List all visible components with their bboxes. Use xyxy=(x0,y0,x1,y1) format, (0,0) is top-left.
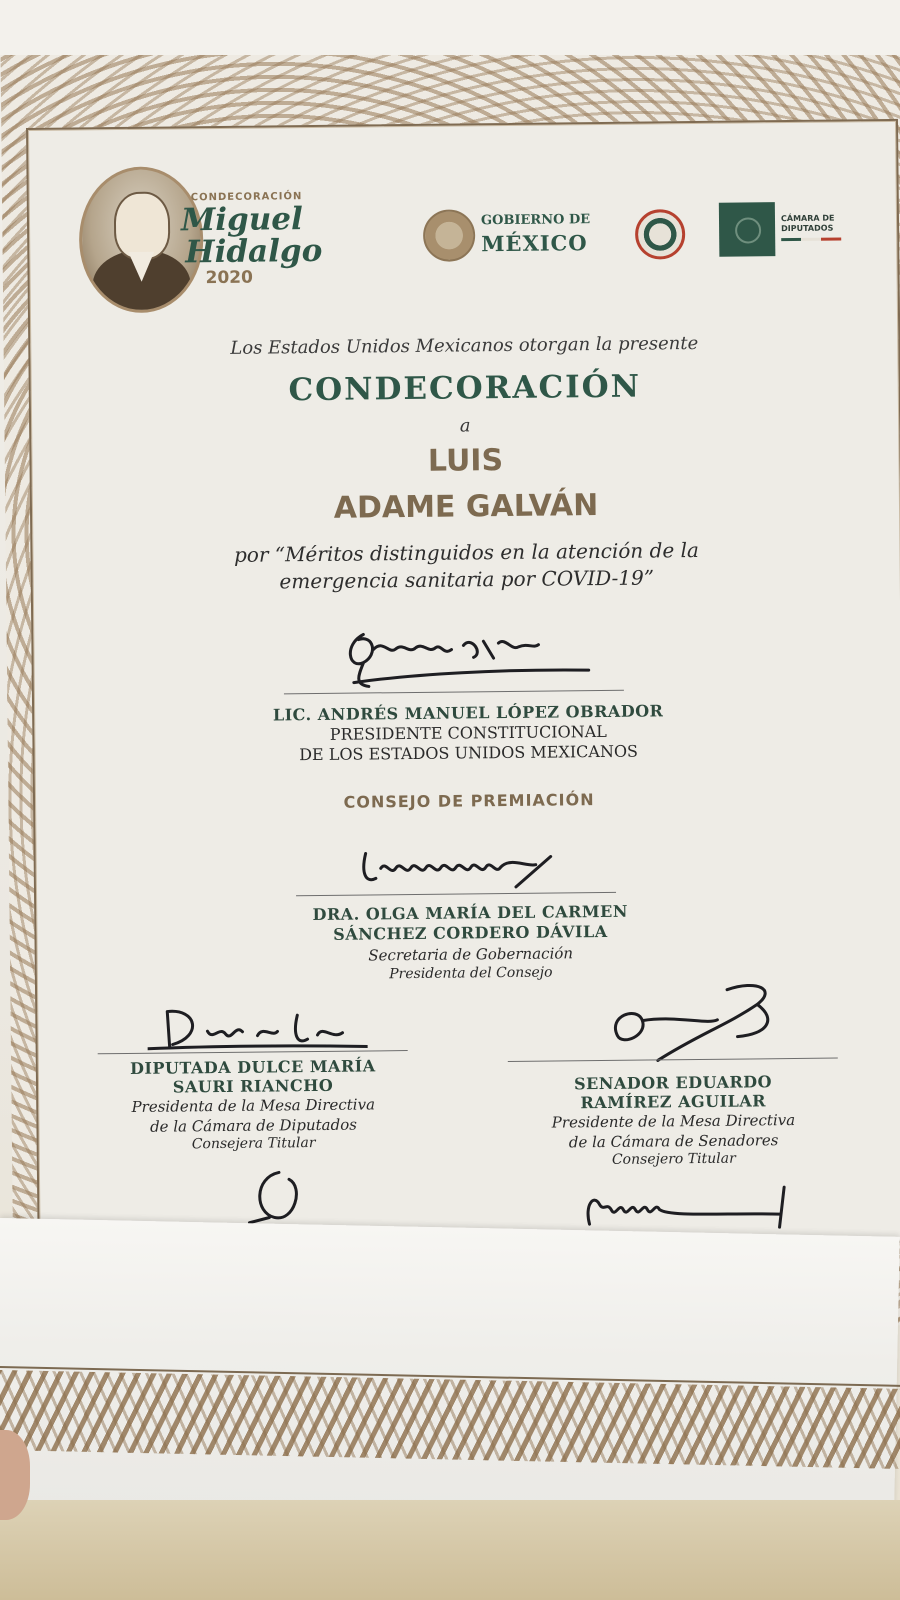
council-chair-name-line2: SÁNCHEZ CORDERO DÁVILA xyxy=(333,921,608,944)
recipient-family-name: ADAME GALVÁN xyxy=(333,488,599,526)
council-chair-role-line2: Presidenta del Consejo xyxy=(389,964,553,983)
senator-name-line1: SENADOR EDUARDO xyxy=(573,1072,773,1094)
logo-label: CONDECORACIÓN xyxy=(190,191,303,204)
council-chair-role-line1: Secretaria de Gobernación xyxy=(368,944,574,965)
table-surface xyxy=(0,1500,900,1600)
top-paper-edge xyxy=(0,0,900,55)
certificate-title: CONDECORACIÓN xyxy=(288,368,642,409)
national-seal-icon xyxy=(423,209,476,262)
senator-block xyxy=(518,1072,829,1169)
logo-title xyxy=(180,201,323,271)
senator-role-line3: Consejero Titular xyxy=(611,1150,736,1168)
gobierno-label: GOBIERNO DE xyxy=(480,212,591,229)
lower-left-signature xyxy=(239,1167,320,1228)
camara-line2: DIPUTADOS xyxy=(781,223,834,234)
council-chair-signature xyxy=(345,836,566,898)
camara-line1: CÁMARA DE xyxy=(780,213,835,224)
mexico-label: MÉXICO xyxy=(481,230,588,257)
intro-text: Los Estados Unidos Mexicanos otorgan la presente xyxy=(230,332,699,359)
deputy-name-line1: DIPUTADA DULCE MARÍA xyxy=(129,1056,376,1078)
deputy-name-line2: SAURI RIANCHO xyxy=(172,1075,334,1097)
logo-year: 2020 xyxy=(205,267,254,289)
recipient-given-name: LUIS xyxy=(427,443,504,479)
council-chair-name-line1: DRA. OLGA MARÍA DEL CARMEN xyxy=(312,901,628,925)
senator-role-line2: de la Cámara de Senadores xyxy=(568,1131,779,1152)
council-heading: CONSEJO DE PREMIACIÓN xyxy=(343,790,595,812)
president-role-line1: PRESIDENTE CONSTITUCIONAL xyxy=(329,721,607,744)
president-signature xyxy=(333,612,594,695)
deputy-role-line3: Consejera Titular xyxy=(191,1135,316,1153)
camara-label xyxy=(781,213,851,234)
logo-title-line2: Hidalgo xyxy=(185,232,323,271)
logo-title-line1: Miguel xyxy=(180,201,303,239)
senator-name-line2: RAMÍREZ AGUILAR xyxy=(580,1091,767,1113)
president-role-line2: DE LOS ESTADOS UNIDOS MEXICANOS xyxy=(299,741,639,765)
deputy-block xyxy=(98,1056,409,1153)
deputy-role-line2: de la Cámara de Diputados xyxy=(149,1115,357,1136)
deputy-role-line1: Presidenta de la Mesa Directiva xyxy=(131,1095,376,1116)
senator-role-line1: Presidente de la Mesa Directiva xyxy=(551,1111,796,1132)
flag-color-bar xyxy=(781,237,841,241)
award-reason xyxy=(32,535,900,598)
president-name: LIC. ANDRÉS MANUEL LÓPEZ OBRADOR xyxy=(272,701,664,725)
deputy-signature xyxy=(147,994,368,1056)
certificate-sheet xyxy=(26,119,900,1252)
chamber-of-deputies-logo-icon xyxy=(719,202,776,257)
senator-signature xyxy=(597,974,798,1066)
reason-line1: por “Méritos distinguidos en la atención de la xyxy=(233,537,700,567)
lower-right-signature xyxy=(579,1182,800,1234)
senate-seal-icon xyxy=(635,209,686,260)
front-sheet-pattern xyxy=(0,1370,900,1469)
reason-line2: emergencia sanitaria por COVID-19” xyxy=(279,565,655,594)
to-word: a xyxy=(459,415,471,437)
